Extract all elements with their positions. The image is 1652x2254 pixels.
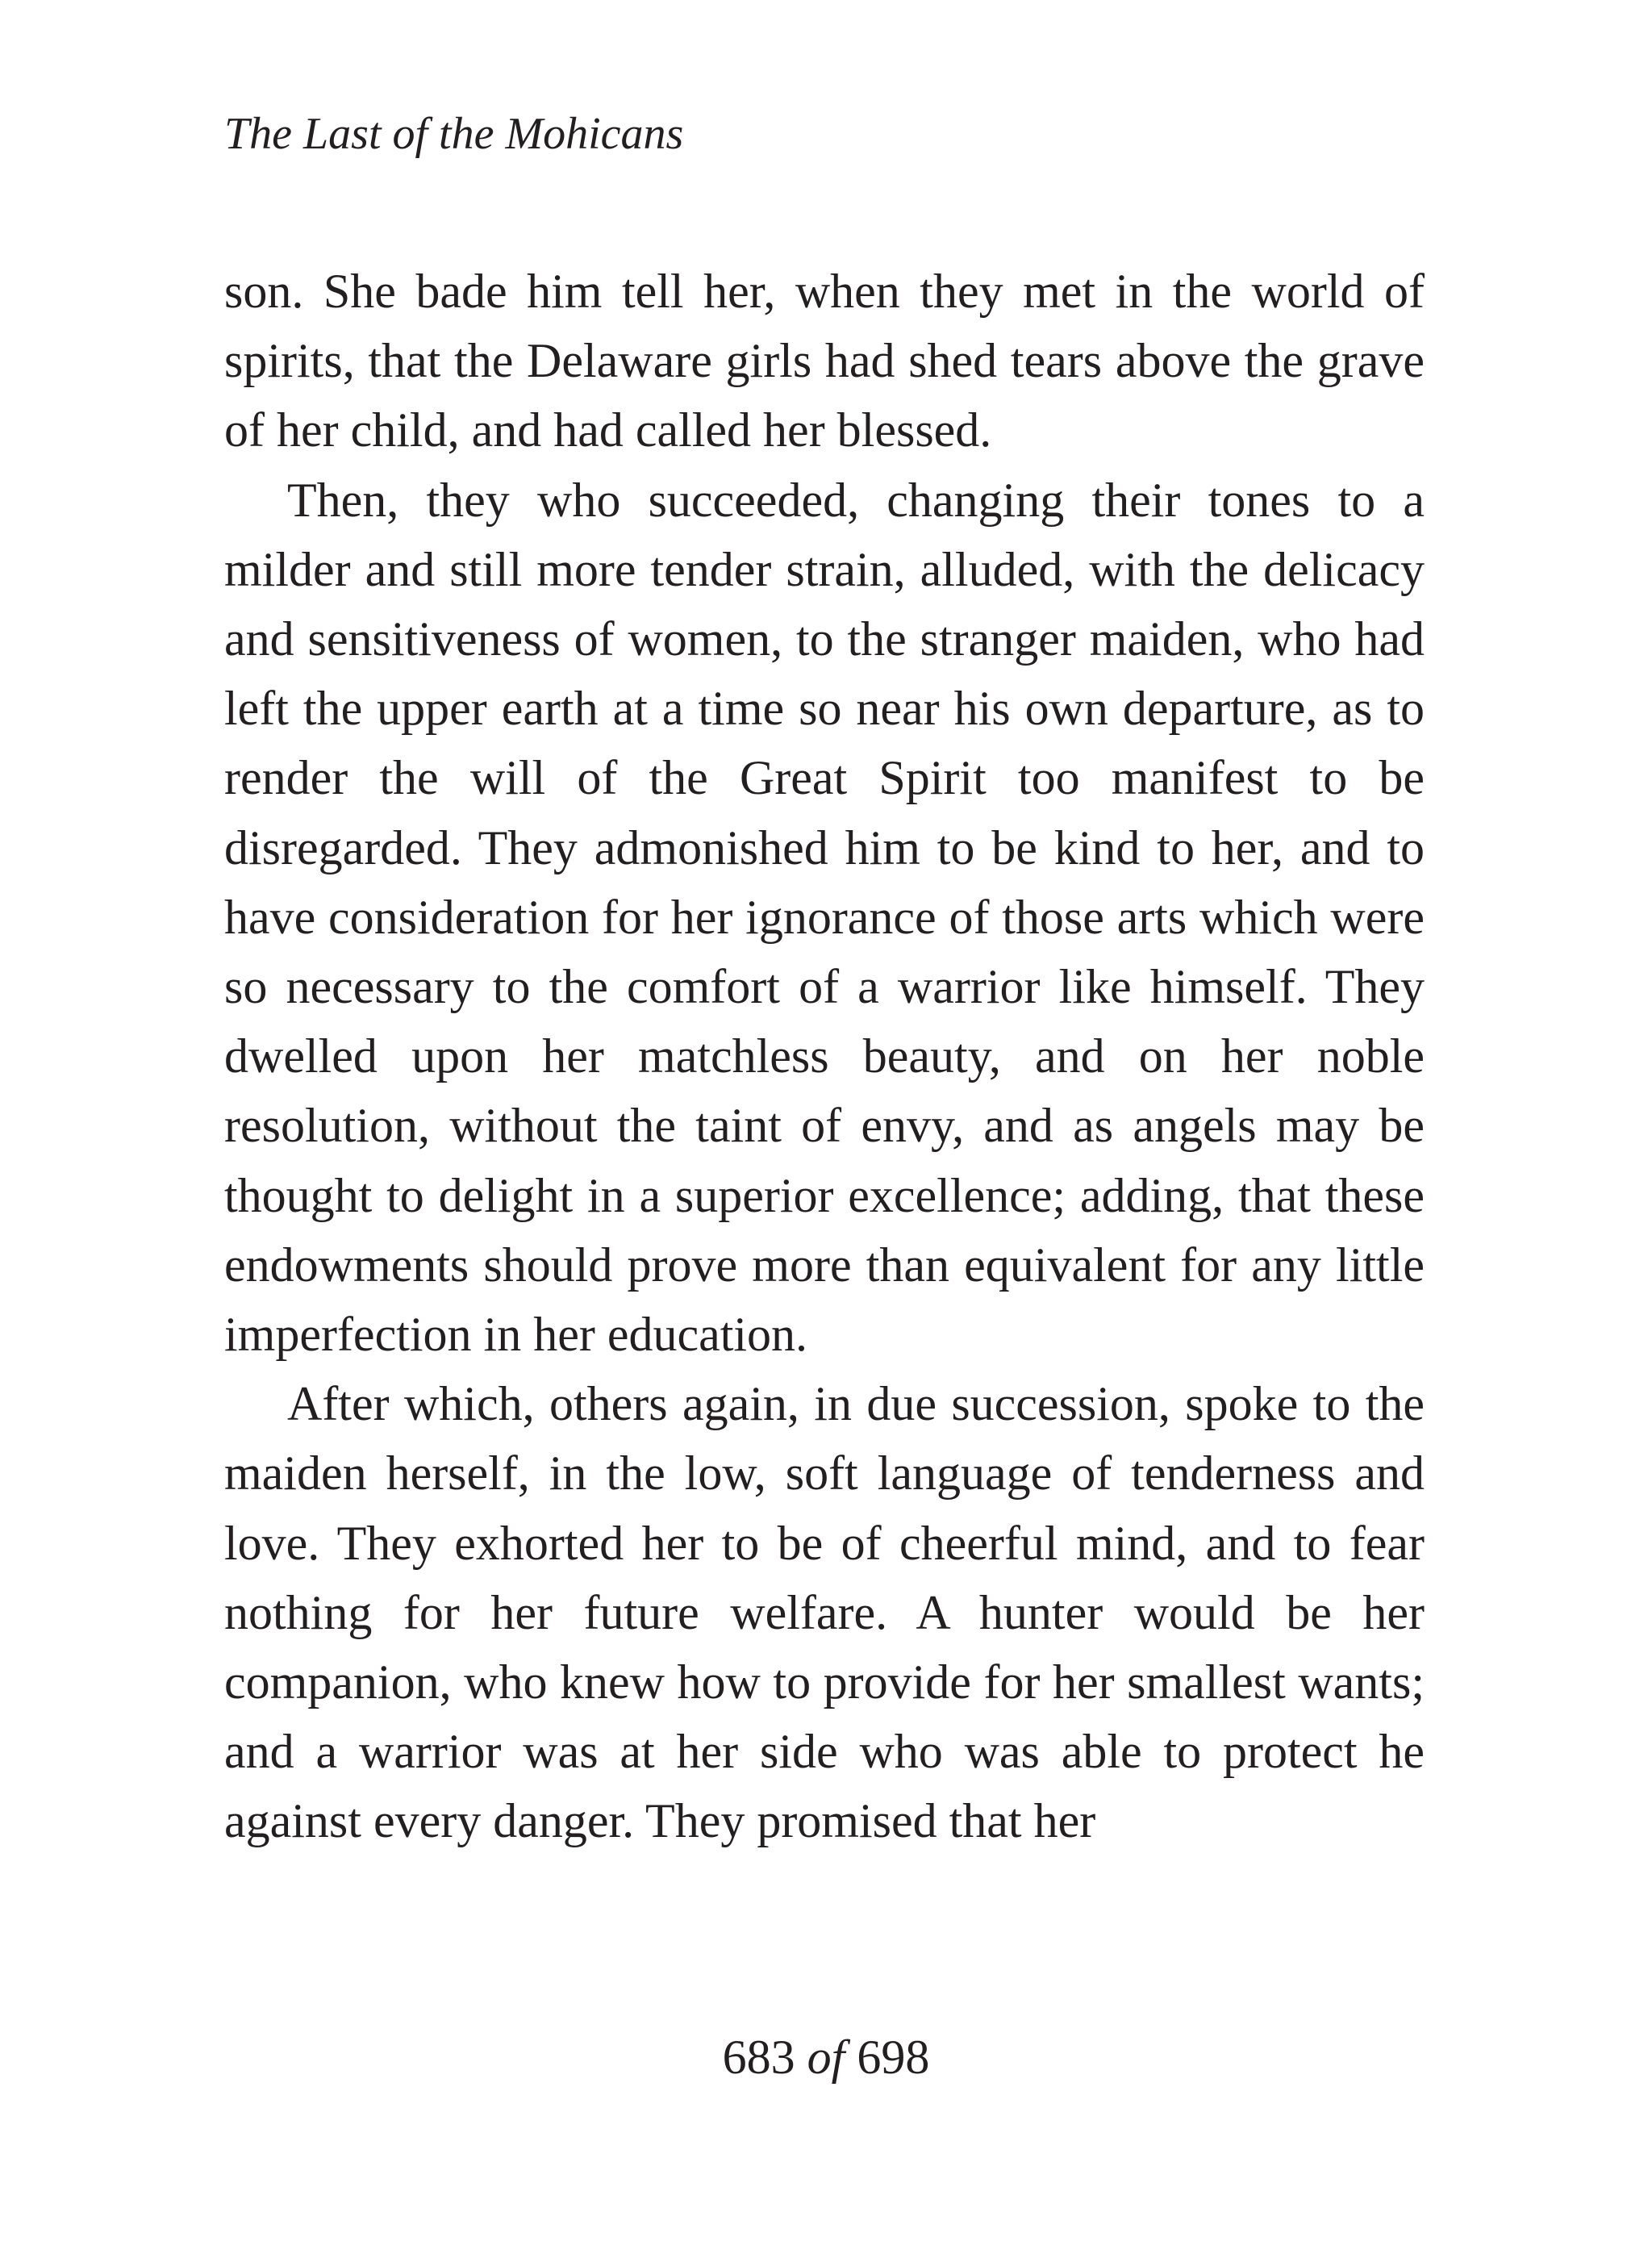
paragraph-continuation: son. She bade him tell her, when they met in the world of spirits, that the Delaware girls had shed tears above the grave of her child, and had called her blessed.	[224, 265, 1425, 457]
body-text	[224, 257, 1425, 1856]
paragraph: After which, others again, in due succession, spoke to the maiden herself, in the low, soft language of tenderness and love. They exhorted her to be of cheerful mind, and to fear nothing for her future welfare. A hunter would be her companion, who knew how to provide for her smallest wants; and a warrior was at her side who was able to protect he against every danger. They promised that her	[224, 1377, 1425, 1848]
total-pages: 698	[857, 2031, 930, 2084]
running-head: The Last of the Mohicans	[224, 109, 684, 159]
page-number	[0, 2025, 1652, 2089]
page-separator: of	[807, 2031, 845, 2084]
paragraph: Then, they who succeeded, changing their tones to a milder and still more tender strain, alluded, with the delicacy and sensitiveness of women, to the stranger maiden, who had left the upper earth at a time so near his own departure, as to render the will of the Great Spirit too manifest to be disregarded. They admonished him to be kind to her, and to have consideration for her ignorance of those arts which were so necessary to the comfort of a warrior like himself. They dwelled upon her matchless beauty, and on her noble resolution, without the taint of envy, and as angels may be thought to delight in a superior excellence; adding, that these endowments should prove more than equivalent for any little imperfection in her education.	[224, 473, 1425, 1362]
current-page: 683	[722, 2031, 795, 2084]
